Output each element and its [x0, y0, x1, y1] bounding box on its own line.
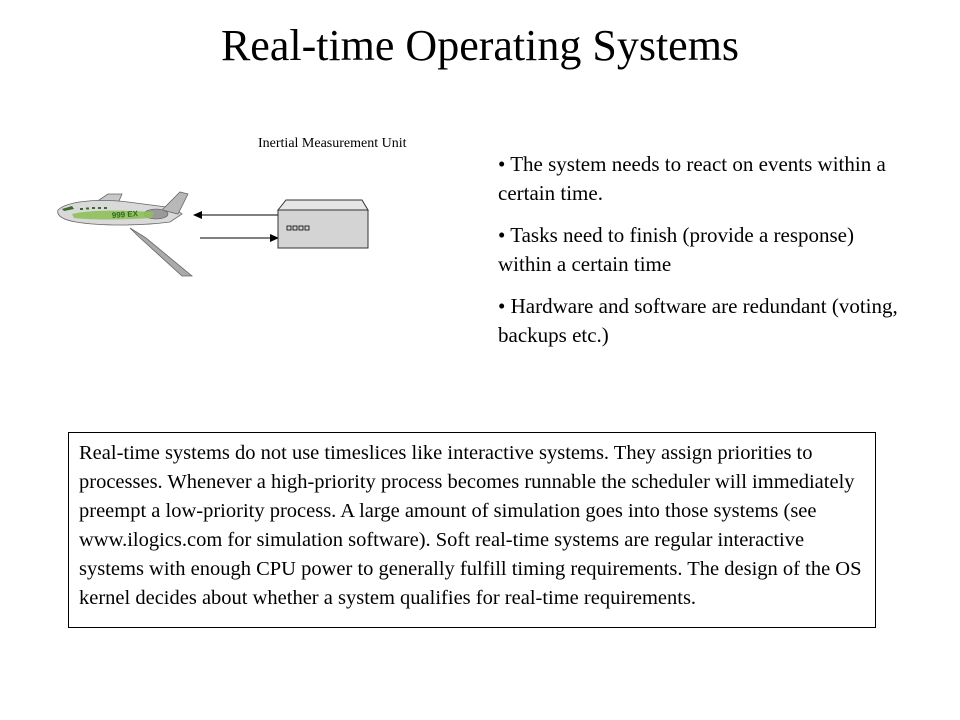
arrow-airplane-to-imu: [200, 234, 279, 242]
bullet-react-on-events: • The system needs to react on events within a certain time.: [498, 152, 886, 205]
bullet-tasks-finish: • Tasks need to finish (provide a response) within a certain time: [498, 223, 854, 276]
bullet-list: [498, 150, 898, 363]
airplane-livery-text: 999 EX: [111, 209, 139, 220]
airplane-image: [58, 192, 192, 276]
explanation-textbox: Real-time systems do not use timeslices like interactive systems. They assign priorities to processes. Whenever a high-priority process becomes runnable the scheduler will immediately preempt a low-priority process. A large amount of simulation goes into those systems (see www.ilogics.com for simulation software). Soft real-time systems are regular interactive systems with enough CPU power to generally fulfill timing requirements. The design of the OS kernel decides about whether a system qualifies for real-time requirements.: [68, 432, 876, 628]
imu-label: Inertial Measurement Unit: [258, 136, 407, 151]
arrow-imu-to-airplane: [193, 211, 278, 219]
imu-diagram: [50, 180, 380, 280]
bullet-redundant-hardware: • Hardware and software are redundant (voting, backups etc.): [498, 294, 898, 347]
slide-title: Real-time Operating Systems: [220, 21, 740, 70]
imu-box: [278, 200, 368, 248]
